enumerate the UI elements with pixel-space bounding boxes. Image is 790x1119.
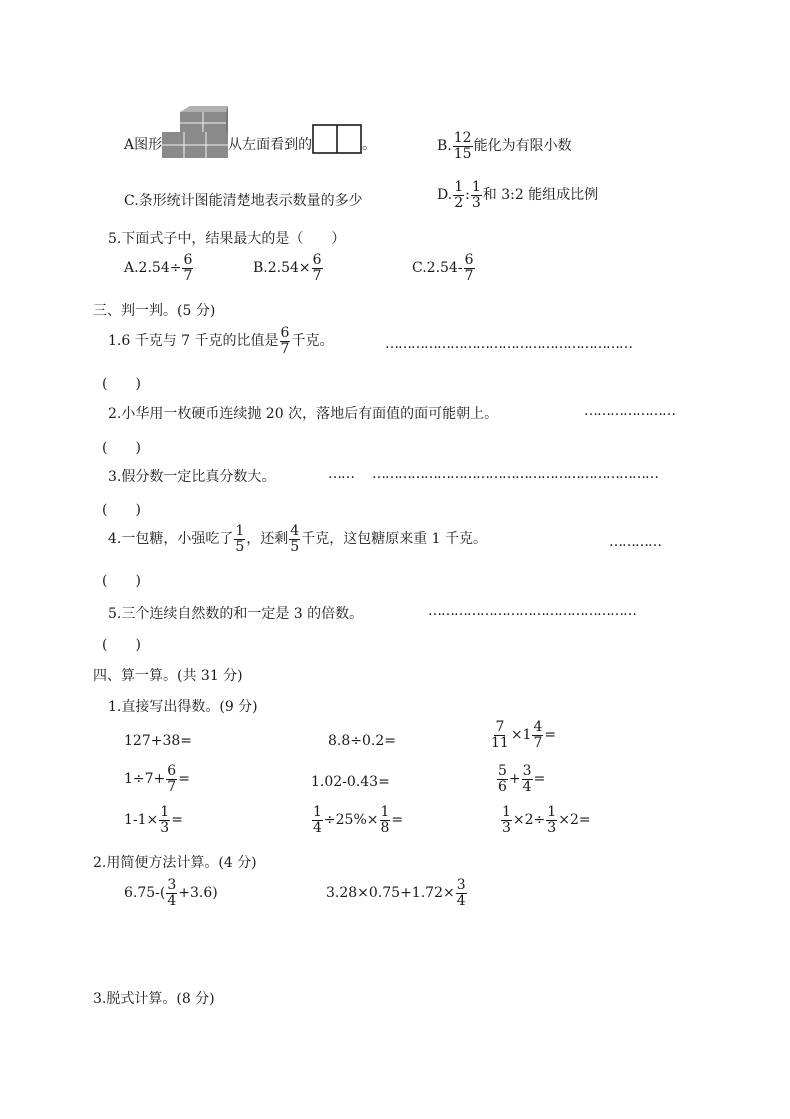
option-a-middle: 从左面看到的 [228,137,313,153]
calc-r3c2: $\frac{1}{4}$ ÷25%× $\frac{1}{8}$ = [313,804,404,836]
fraction: $\frac{6}{7}$ [312,252,322,284]
judge-item-2: 2.小华用一枚硬币连续抛 20 次，落地后有面值的面可能朝上。 [108,406,499,422]
leader-dots: …… [328,466,354,482]
question-5-stem: 5.下面式子中，结果最大的是（ ） [108,231,346,247]
answer-blank-2[interactable]: ( ) [102,440,141,456]
leader-dots: ………… [609,534,661,550]
answer-blank-4[interactable]: ( ) [102,573,141,589]
fraction: $\frac{1}{4}$ [313,804,322,836]
option-a [124,104,376,158]
fraction: $\frac{6}{7}$ [167,763,177,795]
leader-dots: ………………………………………………………… [372,466,658,482]
calc-r2c3: $\frac{5}{6}$ + $\frac{3}{4}$ = [498,763,546,795]
simplify-expression-1: 6.75-( $\frac{3}{4}$ +3.6) [124,877,218,909]
fraction: $\frac{7}{11}$ [491,719,509,751]
fraction: $\frac{6}{7}$ [183,252,193,284]
left-view-figure [312,124,362,154]
fraction: $\frac{1}{5}$ [235,523,245,555]
answer-blank-1[interactable]: ( ) [102,376,141,392]
judge-item-3: 3.假分数一定比真分数大。 [108,469,276,485]
q5-option-b: B.2.54× $\frac{6}{7}$ [253,252,322,284]
fraction: $\frac{6}{7}$ [280,325,290,357]
option-d: D. $\frac{1}{2}$ : $\frac{1}{3}$ 和 3:2 能组成比例 [437,179,599,211]
judge-item-1: 1.6 千克与 7 千克的比值是 $\frac{6}{7}$ 千克。 [108,325,334,357]
leader-dots: ………………… [584,403,675,419]
option-b: B. $\frac{12}{15}$ 能化为有限小数 [437,130,572,162]
calc-r1c1: 127+38= [124,733,192,749]
leader-dots: ………………………………………… [428,603,636,619]
fraction: $\frac{6}{7}$ [464,252,474,284]
leader-dots: ………………………………………………… [385,336,632,352]
fraction: $\frac{1}{2}$ [454,179,464,211]
calc-r1c3: $\frac{7}{11}$ ×1 $\frac{4}{7}$ = [491,719,557,751]
q5-option-c: C.2.54- $\frac{6}{7}$ [412,252,474,284]
subsection-3-title: 3.脱式计算。(8 分) [93,991,215,1007]
q5-option-a: A.2.54÷ $\frac{6}{7}$ [124,252,193,284]
fraction: $\frac{3}{4}$ [522,763,532,795]
subsection-1-title: 1.直接写出得数。(9 分) [108,699,258,715]
option-a-prefix: A图形 [124,137,163,153]
option-c: C.条形统计图能清楚地表示数量的多少 [124,193,363,209]
fraction: $\frac{3}{4}$ [167,877,177,909]
option-a-suffix: 。 [362,137,377,153]
calc-r2c2: 1.02-0.43= [311,774,390,790]
calc-r1c2: 8.8÷0.2= [328,733,396,749]
fraction: $\frac{12}{15}$ [453,130,472,162]
fraction: $\frac{4}{7}$ [533,719,543,751]
calc-r3c3: $\frac{1}{3}$ ×2÷ $\frac{1}{3}$ ×2= [502,804,591,836]
section-3-title: 三、判一判。(5 分) [93,303,216,319]
fraction: $\frac{1}{3}$ [160,804,170,836]
fraction: $\frac{3}{4}$ [456,877,466,909]
fraction: $\frac{1}{3}$ [502,804,511,836]
fraction: $\frac{1}{3}$ [547,804,557,836]
cube-figure [162,106,228,158]
fraction: $\frac{1}{3}$ [471,179,481,211]
simplify-expression-2: 3.28×0.75+1.72× $\frac{3}{4}$ [326,877,466,909]
answer-blank-5[interactable]: ( ) [102,637,141,653]
fraction: $\frac{4}{5}$ [290,523,300,555]
judge-item-5: 5.三个连续自然数的和一定是 3 的倍数。 [108,606,364,622]
calc-r2c1: 1÷7+ $\frac{6}{7}$ = [124,763,190,795]
answer-blank-3[interactable]: ( ) [102,502,141,518]
judge-item-4: 4.一包糖，小强吃了 $\frac{1}{5}$ ，还剩 $\frac{4}{5}$ 千克，这包糖原来重 1 千克。 [108,523,488,555]
section-4-title: 四、算一算。(共 31 分) [93,668,243,684]
subsection-2-title: 2.用简便方法计算。(4 分) [93,855,257,871]
fraction: $\frac{1}{8}$ [380,804,390,836]
fraction: $\frac{5}{6}$ [498,763,507,795]
calc-r3c1: 1-1× $\frac{1}{3}$ = [124,804,183,836]
